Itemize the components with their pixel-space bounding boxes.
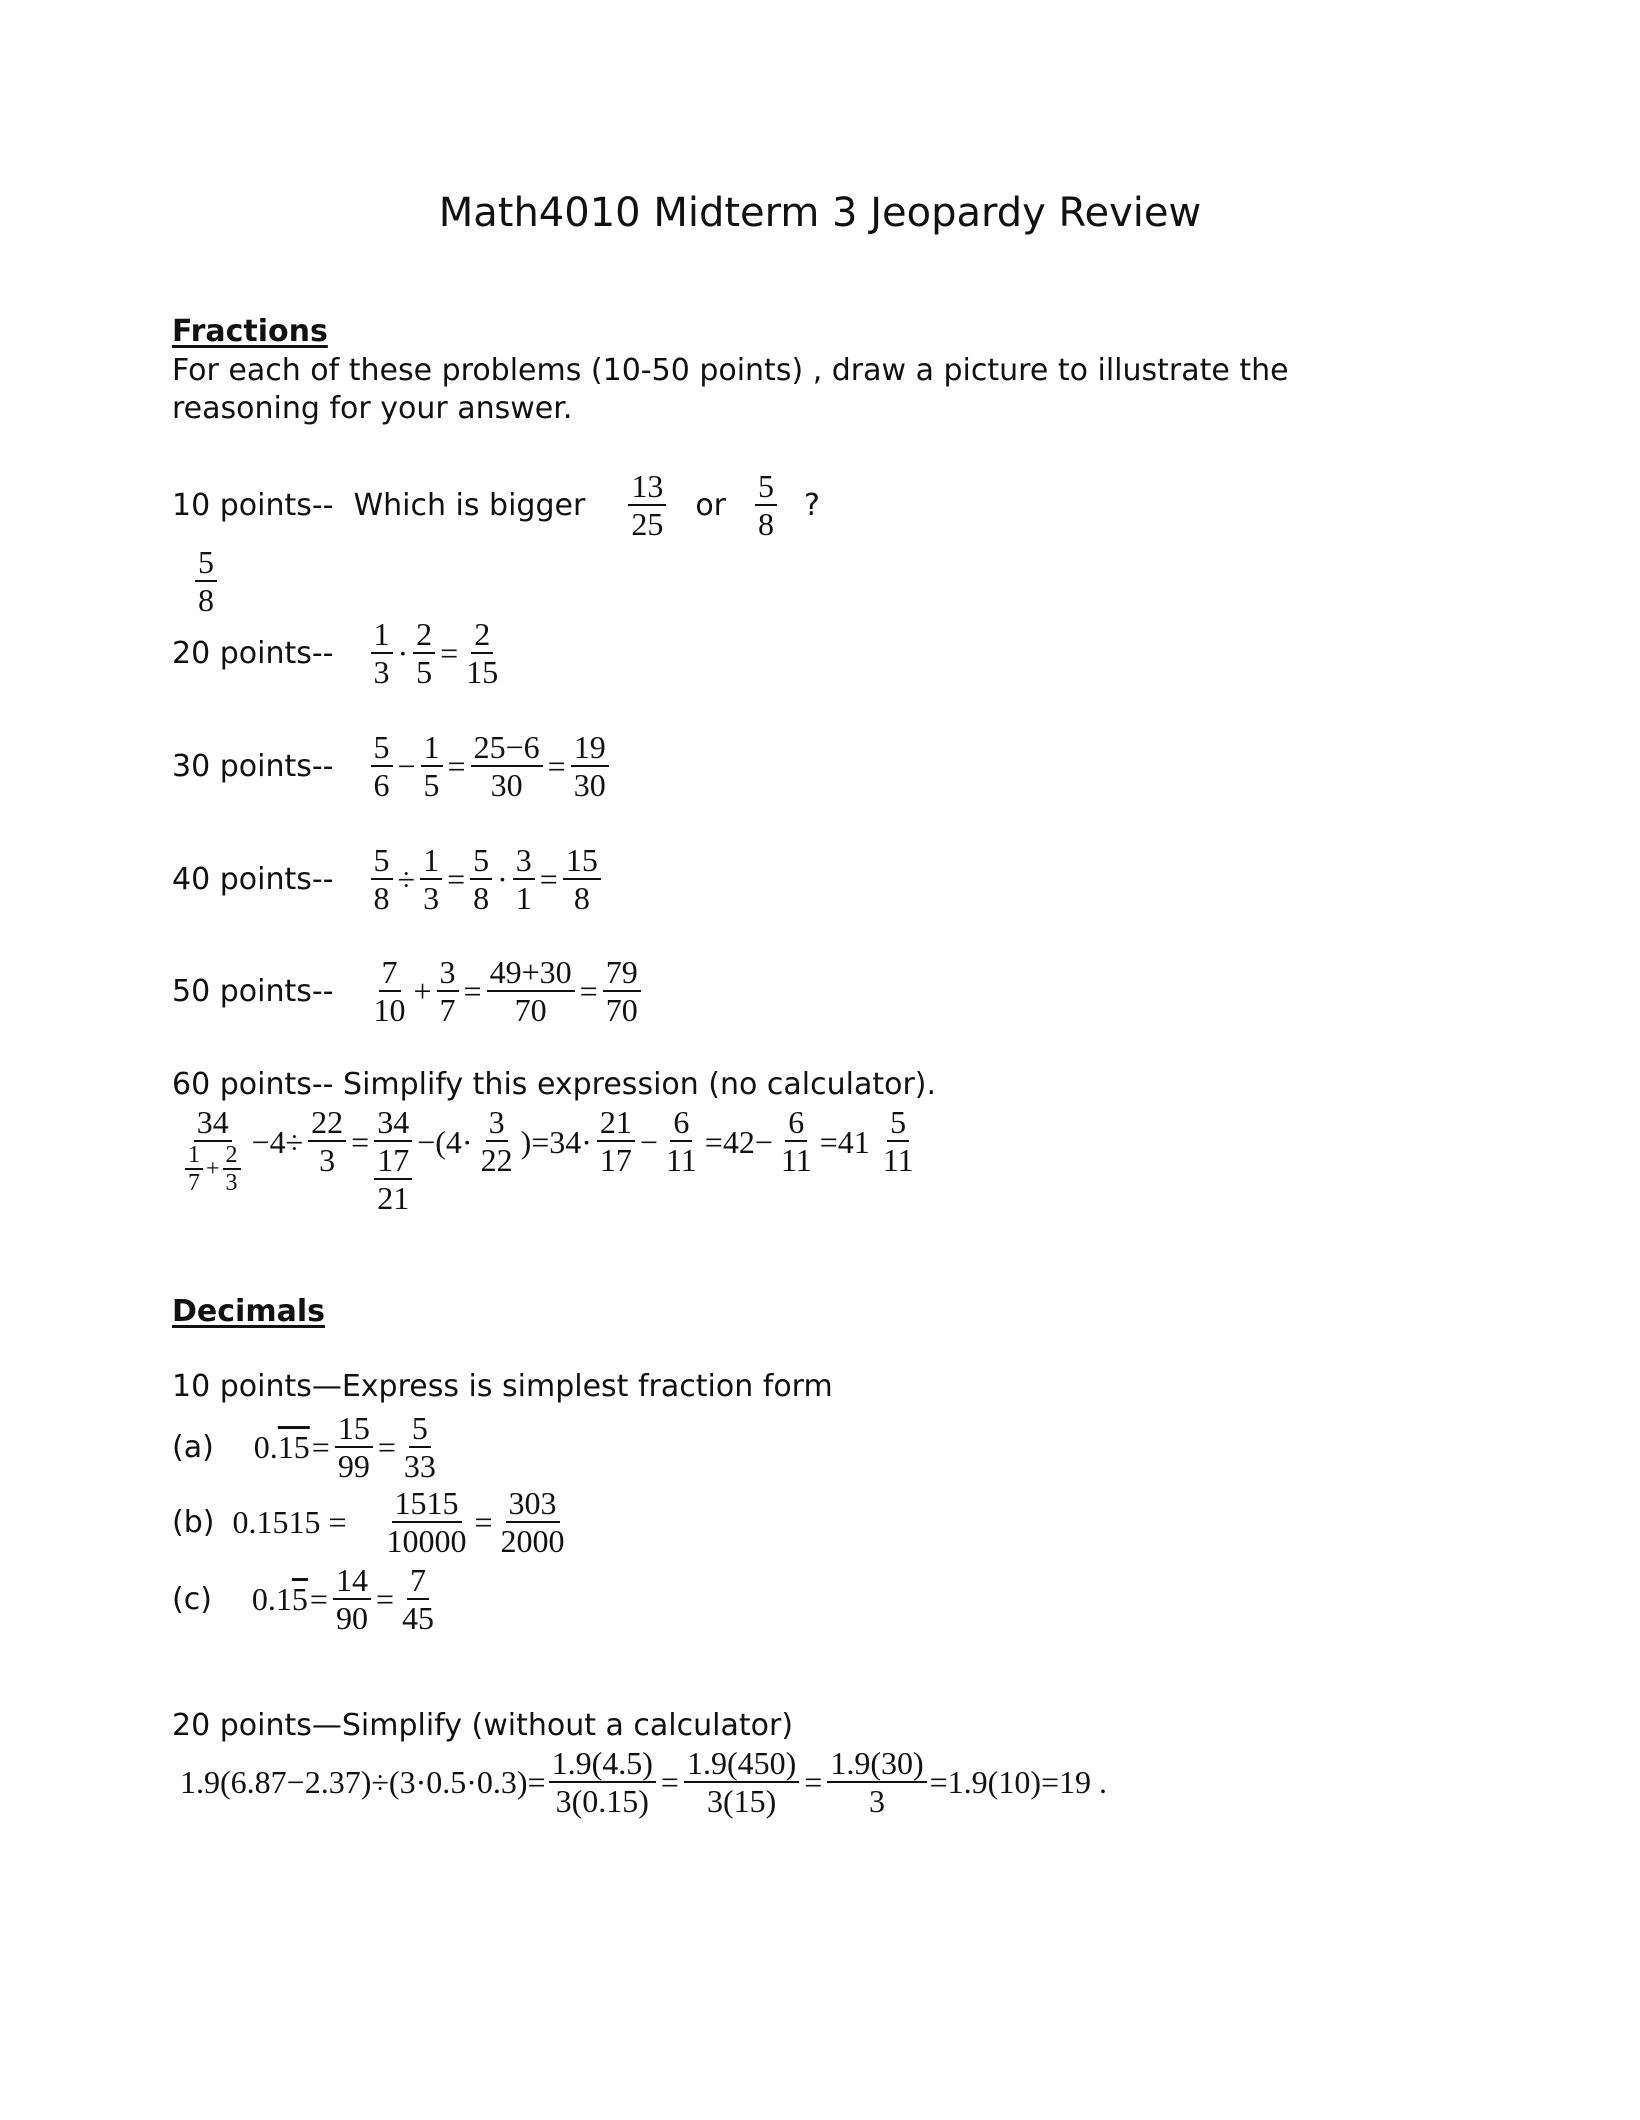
fractions-q50: 50 points-- $\frac{7}{10}$ + $\frac{3}{7}$ = $\frac{49+30}{70}$ = $\frac{79}{70}$ xyxy=(172,954,644,1028)
part-c-label: (c) xyxy=(172,1581,212,1617)
repeating-bar-5: 5 xyxy=(291,1580,308,1617)
decimals-q20-solution: 1.9(6.87−2.37)÷(3·0.5·0.3)= $\frac{1.9(4.5)}{3(0.15)}$ = $\frac{1.9(450)}{3(15)}$ = $\frac{1.9(30)}{3}$ =1.9(10)=19 . xyxy=(180,1745,1108,1819)
q10-fraction-a: $\frac{13}{25}$ xyxy=(628,468,666,542)
fractions-intro-line1: For each of these problems (10-50 points) , draw a picture to illustrate the xyxy=(172,353,1289,388)
q20-label: 20 points-- xyxy=(172,635,334,671)
part-a-label: (a) xyxy=(172,1429,214,1465)
fractions-q10 xyxy=(172,468,848,542)
q10-question: Which is bigger xyxy=(353,487,586,523)
q40-label: 40 points-- xyxy=(172,861,334,897)
q10-or: or xyxy=(695,487,727,523)
q10-answer xyxy=(192,544,220,618)
part-b-label: (b) xyxy=(172,1504,215,1540)
decimals-part-b: (b) 0.1515 = $\frac{1515}{10000}$ = $\frac{303}{2000}$ xyxy=(172,1485,565,1559)
fractions-q40: 40 points-- $\frac{5}{8}$ ÷ $\frac{1}{3}$ = $\frac{5}{8}$ · $\frac{3}{1}$ = $\frac{15}{8}$ xyxy=(172,842,604,916)
q50-label: 50 points-- xyxy=(172,973,334,1009)
fractions-intro-line2: reasoning for your answer. xyxy=(172,391,573,426)
decimals-heading: Decimals xyxy=(172,1294,325,1329)
q30-label: 30 points-- xyxy=(172,748,334,784)
repeating-bar-15: 15 xyxy=(277,1428,310,1465)
decimals-part-c: (c) 0.1 5 = $\frac{14}{90}$ = $\frac{7}{45}$ xyxy=(172,1562,434,1636)
q10-question-mark: ? xyxy=(804,487,820,523)
q10-answer-fraction: $\frac{5}{8}$ xyxy=(195,544,217,618)
page-title: Math4010 Midterm 3 Jeopardy Review xyxy=(438,190,1202,236)
q60-prompt: 60 points-- Simplify this expression (no calculator). xyxy=(172,1067,937,1102)
decimals-q20-prompt: 20 points—Simplify (without a calculator) xyxy=(172,1708,794,1743)
fractions-q20: 20 points-- $\frac{1}{3}$ · $\frac{2}{5}$ = $\frac{2}{15}$ xyxy=(172,616,499,690)
fractions-q60-solution: 34 $\frac{1}{7}$ + $\frac{2}{3}$ −4÷ $\frac{22}{3}$ = 34 17 21 −(4· $\frac{3}{22}$ )=34· $\frac{21}{17}$ − $\frac{6}{11}$ =42− $\frac{6}{11}$ =41 $\frac{5}{11}$ xyxy=(176,1104,920,1216)
fractions-q30: 30 points-- $\frac{5}{6}$ − $\frac{1}{5}$ = $\frac{25-6}{30}$ = $\frac{19}{30}$ xyxy=(172,729,612,803)
decimals-part-a: (a) 0. 15 = $\frac{15}{99}$ = $\frac{5}{33}$ xyxy=(172,1410,436,1484)
fractions-heading: Fractions xyxy=(172,314,328,349)
decimals-q10-prompt: 10 points—Express is simplest fraction form xyxy=(172,1369,833,1404)
q10-label: 10 points-- xyxy=(172,487,334,523)
q60-stacked-fraction: 34 17 21 xyxy=(374,1104,412,1216)
q60-complex-fraction: 34 $\frac{1}{7}$ + $\frac{2}{3}$ xyxy=(179,1104,247,1196)
q10-fraction-b: $\frac{5}{8}$ xyxy=(755,468,777,542)
